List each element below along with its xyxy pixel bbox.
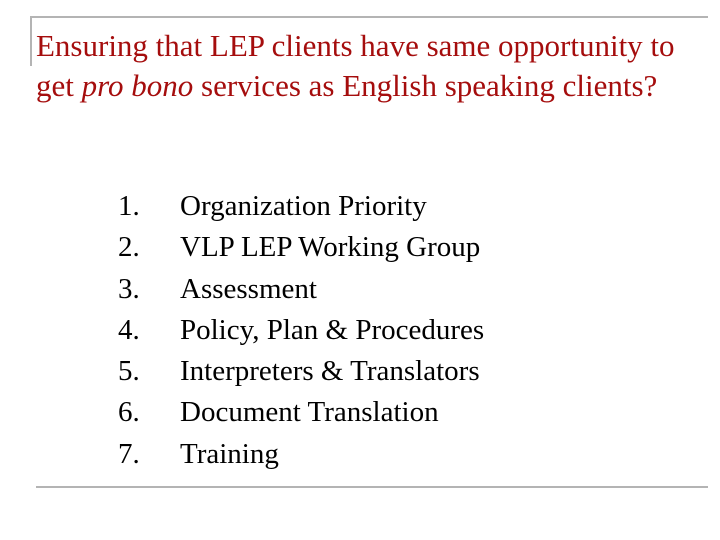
- list-item: [118, 310, 484, 351]
- list-item: [118, 392, 484, 433]
- item-number: 6.: [118, 396, 140, 429]
- top-rule: [30, 16, 708, 18]
- item-label: Document Translation: [180, 396, 439, 429]
- title-text-end: services as English speaking clients?: [193, 68, 658, 103]
- numbered-list: [118, 186, 484, 475]
- slide-title: [36, 26, 706, 106]
- list-item: [118, 434, 484, 475]
- title-text-start: Ensuring that LEP clients have same opportunity to get: [36, 28, 675, 103]
- item-number: 4.: [118, 313, 140, 346]
- item-label: Interpreters & Translators: [180, 355, 480, 388]
- item-label: Organization Priority: [180, 190, 427, 222]
- item-number: 1.: [118, 190, 140, 222]
- item-number: 2.: [118, 231, 140, 264]
- list-item: [118, 227, 484, 268]
- item-number: 5.: [118, 355, 140, 388]
- item-number: 3.: [118, 272, 140, 305]
- left-rule: [30, 16, 32, 66]
- bottom-rule: [36, 486, 708, 488]
- item-number: 7.: [118, 437, 140, 470]
- list-item: [118, 186, 484, 227]
- item-label: VLP LEP Working Group: [180, 231, 481, 264]
- list-item: [118, 269, 484, 310]
- item-label: Policy, Plan & Procedures: [180, 313, 485, 346]
- title-emphasis: pro bono: [81, 68, 194, 103]
- item-label: Assessment: [180, 272, 317, 305]
- item-label: Training: [180, 437, 279, 470]
- list-item: [118, 351, 484, 392]
